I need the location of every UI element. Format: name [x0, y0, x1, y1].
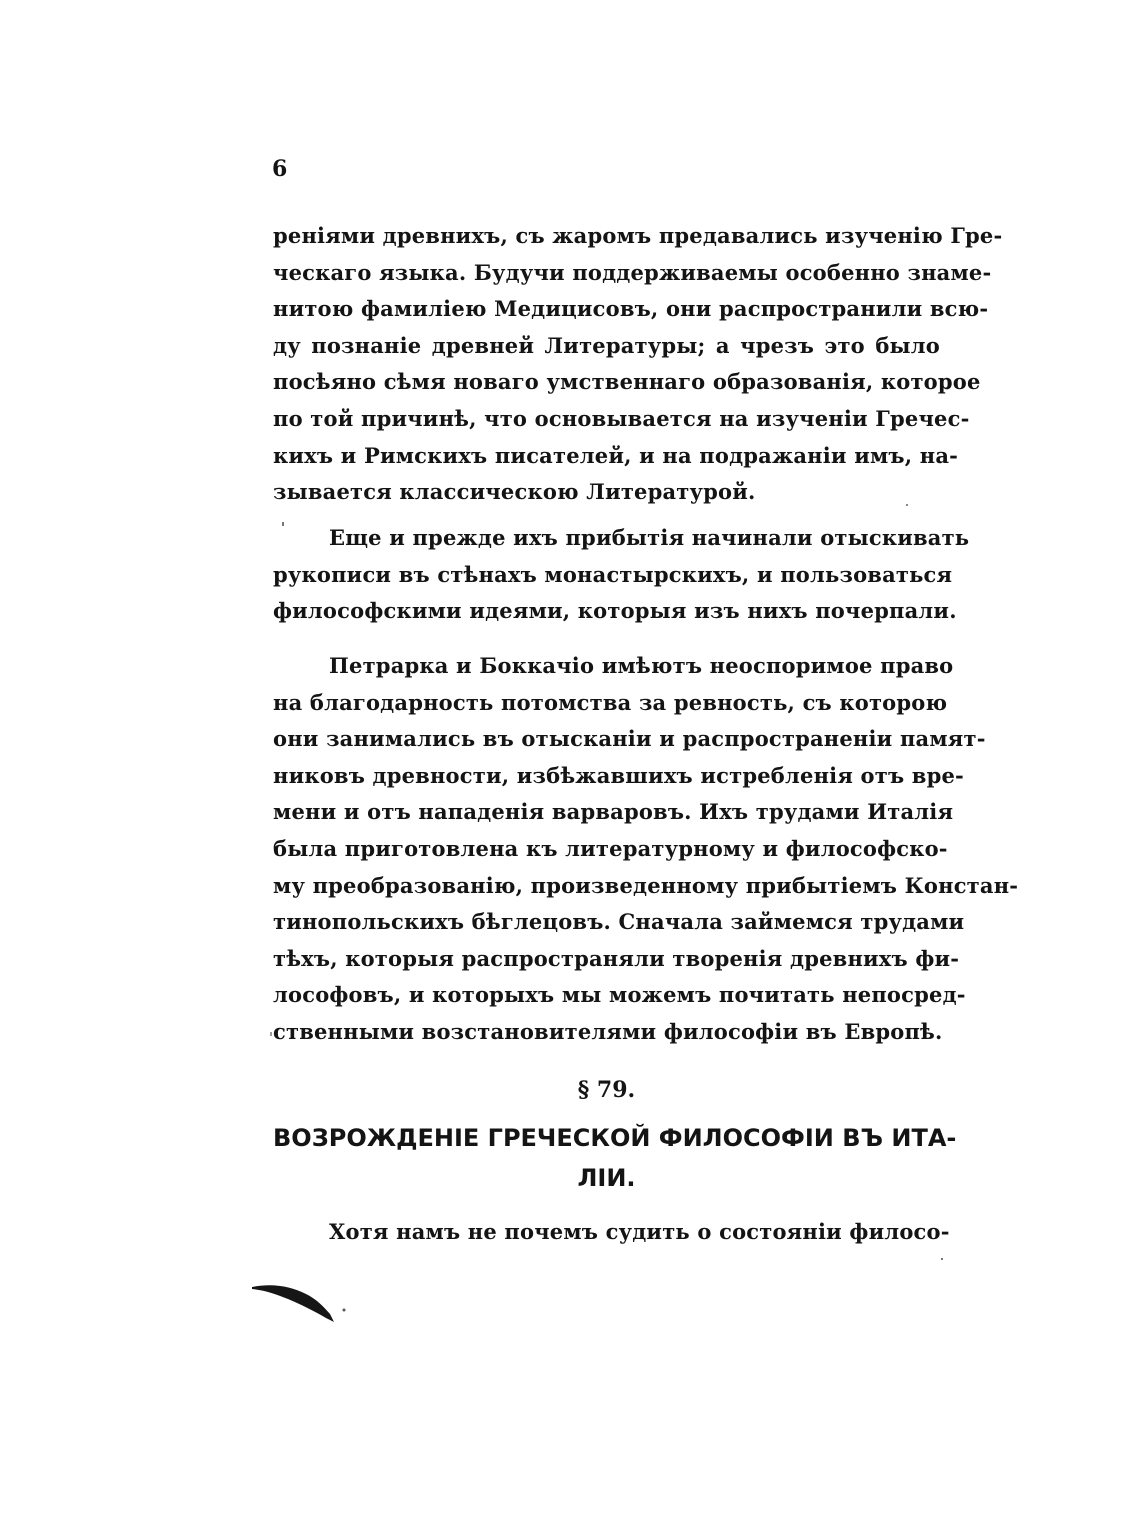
speck-mark [282, 522, 284, 526]
text-line: мени и отъ нападенія варваровъ. Ихъ трудами Италія [273, 799, 954, 825]
text-line: Хотя намъ не почемъ судить о состояніи филосо- [329, 1219, 950, 1244]
text-line: посѣяно сѣмя новаго умственнаго образованія, которое [273, 369, 981, 395]
text-line: они занимались въ отысканіи и распространеніи памят- [273, 726, 986, 752]
text-line: реніями древнихъ, съ жаромъ предавались изученію Гре- [273, 223, 1003, 248]
text-line: Еще и прежде ихъ прибытія начинали отыскивать [329, 525, 970, 550]
ink-blot-mark [250, 1278, 350, 1328]
paragraph [273, 1214, 950, 1251]
text-line: рукописи въ стѣнахъ монастырскихъ, и пользоваться [273, 561, 953, 587]
speck-mark [270, 1032, 272, 1036]
text-line: по той причинѣ, что основывается на изученіи Гречес- [273, 405, 970, 431]
text-line: зывается классическою Литературой. [273, 479, 756, 505]
text-line: Петрарка и Боккачіо имѣютъ неоспоримое право [329, 653, 954, 678]
text-line: нитою фамиліею Медицисовъ, они распространили всю- [273, 296, 989, 322]
text-line: никовъ древности, избѣжавшихъ истребленія отъ вре- [273, 762, 964, 788]
text-line: была приготовлена къ литературному и философско- [273, 835, 948, 861]
speck-mark [941, 1258, 943, 1260]
page-number: 6 [272, 156, 288, 182]
text-line: тѣхъ, которыя распространяли творенія древнихъ фи- [273, 945, 960, 971]
text-line: на благодарность потомства за ревность, съ которою [273, 689, 948, 715]
paragraph [273, 520, 970, 630]
text-line: лософовъ, и которыхъ мы можемъ почитать непосред- [273, 982, 966, 1008]
text-line: ственными возстановителями философіи въ Европѣ. [273, 1018, 943, 1044]
speck-mark [906, 504, 908, 506]
text-line: ду познаніе древней Литературы; а чрезъ это было [273, 332, 940, 358]
text-line: му преобразованію, произведенному прибытіемъ Констан- [273, 872, 1019, 898]
section-title-line: ВОЗРОЖДЕНІЕ ГРЕЧЕСКОЙ ФИЛОСОФІИ ВЪ ИТА- [273, 1124, 957, 1152]
section-title-line: ЛІИ. [577, 1164, 636, 1192]
paragraph [273, 218, 1003, 511]
section-number: § 79. [577, 1077, 636, 1103]
section-title [273, 1118, 957, 1198]
text-line: тинопольскихъ бѣглецовъ. Сначала займемся трудами [273, 909, 965, 935]
text-line: кихъ и Римскихъ писателей, и на подражаніи имъ, на- [273, 442, 959, 468]
text-line: ческаго языка. Будучи поддерживаемы особенно знаме- [273, 259, 992, 285]
paragraph [273, 648, 1019, 1051]
text-line: философскими идеями, которыя изъ нихъ почерпали. [273, 598, 957, 624]
